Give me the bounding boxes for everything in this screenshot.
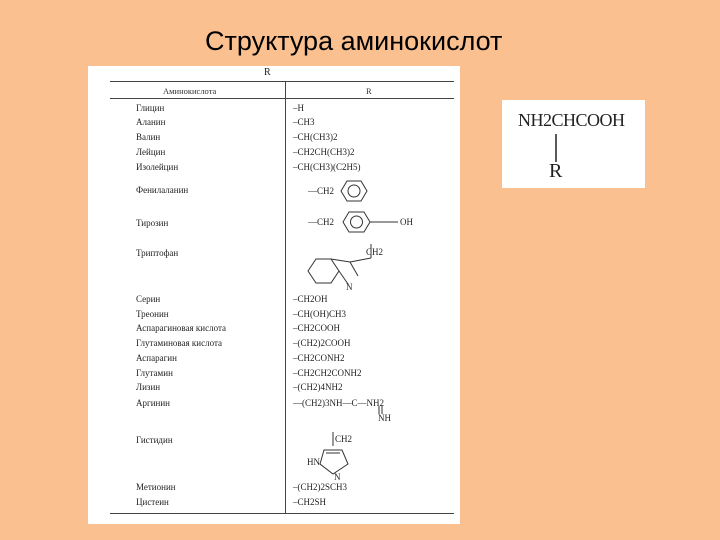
row-r-suffix: OH <box>400 217 413 227</box>
row-r: –CH2CONH2 <box>293 353 345 363</box>
row-name: Фенилаланин <box>136 185 189 195</box>
row-name: Треонин <box>136 309 169 319</box>
row-name: Глицин <box>136 103 165 113</box>
row-r: —CH2 <box>308 186 335 196</box>
header-amino-acid: Аминокислота <box>163 86 217 96</box>
slide-title: Структура аминокислот <box>205 26 503 56</box>
row-name: Аланин <box>136 117 166 127</box>
row-r: –CH(CH3)(C2H5) <box>293 162 361 172</box>
row-name: Лейцин <box>136 147 166 157</box>
row-name: Серин <box>136 294 161 304</box>
table-caption: R <box>264 67 271 78</box>
row-name: Глутамин <box>136 368 173 378</box>
row-r: –CH2OH <box>293 294 328 304</box>
row-r: –H <box>293 103 304 113</box>
row-r: –CH2CH2CONH2 <box>293 368 362 378</box>
row-r: –CH2CH(CH3)2 <box>293 147 355 157</box>
row-name: Аспарагин <box>136 353 177 363</box>
row-name: Глутаминовая кислота <box>136 338 222 348</box>
benzene-ring-icon <box>341 181 367 201</box>
indole-ring-icon <box>308 244 371 284</box>
row-name: Гистидин <box>136 435 173 445</box>
row-r: —CH2 <box>308 217 335 227</box>
row-r-extra: NH <box>378 413 391 423</box>
row-name: Изолейцин <box>136 162 179 172</box>
row-name: Триптофан <box>136 248 179 258</box>
row-name: Лизин <box>136 382 161 392</box>
imidazole-ring-icon <box>320 432 348 474</box>
row-r-hn: HN <box>307 457 320 467</box>
formula-r-group: R <box>549 160 563 182</box>
row-r: –CH2SH <box>293 497 327 507</box>
row-r-n: N <box>334 472 341 482</box>
general-formula-text: NH2CHCOOH <box>518 110 625 130</box>
row-r: –(CH2)2COOH <box>293 338 351 348</box>
row-r: –CH2COOH <box>293 323 341 333</box>
row-r: CH2 <box>335 434 353 444</box>
header-r: R <box>366 86 372 96</box>
row-r: CH2 <box>366 247 384 257</box>
row-name: Валин <box>136 132 161 142</box>
row-name: Аргинин <box>136 398 170 408</box>
row-name: Тирозин <box>136 218 169 228</box>
row-name: Метионин <box>136 482 176 492</box>
row-r: –(CH2)2SCH3 <box>293 482 348 492</box>
amino-acid-table <box>88 66 460 524</box>
row-name: Аспарагиновая кислота <box>136 323 227 333</box>
structure-drawings <box>88 66 460 524</box>
row-r: –CH(CH3)2 <box>293 132 338 142</box>
row-r: –CH3 <box>293 117 315 127</box>
row-r-n: N <box>346 282 353 292</box>
double-bond-icon <box>379 406 382 414</box>
row-r: –CH(OH)CH3 <box>293 309 346 319</box>
row-r: –(CH2)4NH2 <box>293 382 343 392</box>
formula-bond-line <box>502 100 645 188</box>
phenol-ring-icon <box>343 212 398 232</box>
general-formula-card <box>502 100 645 188</box>
row-name: Цистеин <box>136 497 169 507</box>
row-r: —(CH2)3NH—C—NH2 <box>293 398 384 408</box>
